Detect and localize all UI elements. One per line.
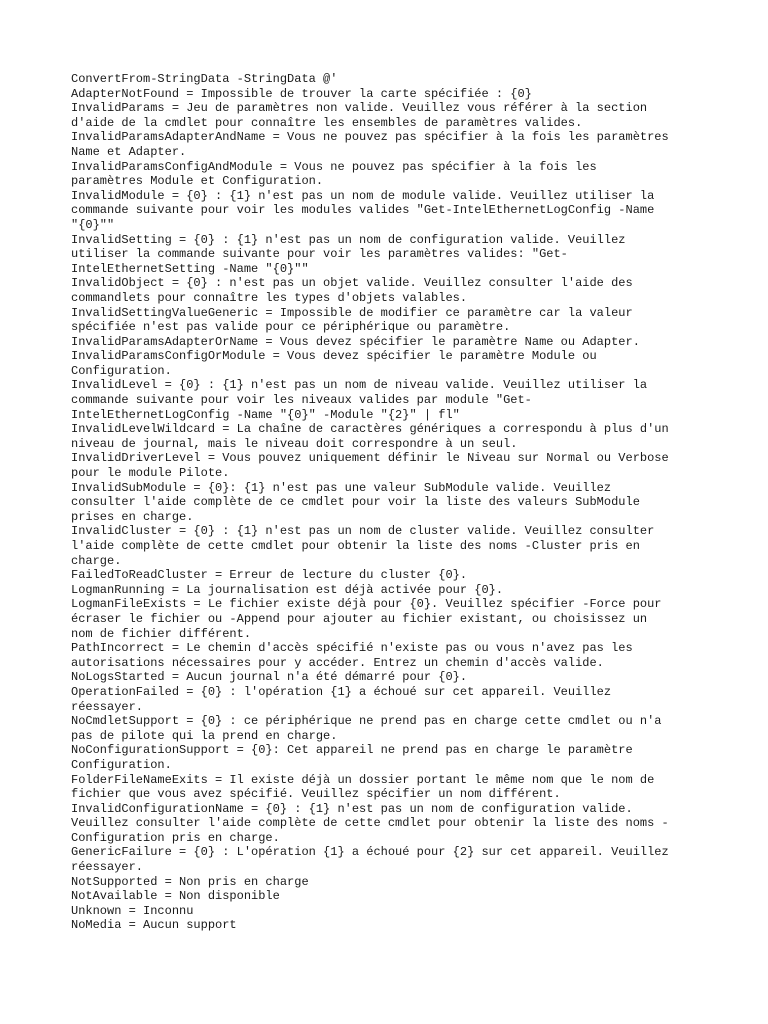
text-line: FolderFileNameExits = Il existe déjà un dossier portant le même nom que le nom de — [71, 772, 655, 787]
text-line: IntelEthernetSetting -Name "{0}"" — [71, 261, 309, 276]
text-line: InvalidLevel = {0} : {1} n'est pas un nom de niveau valide. Veuillez utiliser la — [71, 378, 648, 393]
document-text — [71, 72, 711, 933]
text-line: InvalidParamsAdapterOrName = Vous devez spécifier le paramètre Name ou Adapter. — [71, 334, 640, 349]
text-line: commandlets pour connaître les types d'objets valables. — [71, 290, 468, 305]
text-line: InvalidParamsAdapterAndName = Vous ne pouvez pas spécifier à la fois les paramètres — [71, 130, 669, 145]
text-line: Veuillez consulter l'aide complète de cette cmdlet pour obtenir la liste des noms - — [71, 816, 669, 831]
text-line: nom de fichier différent. — [71, 626, 252, 641]
text-line: FailedToReadCluster = Erreur de lecture du cluster {0}. — [71, 568, 468, 583]
text-line: Configuration. — [71, 757, 172, 772]
text-line: utiliser la commande suivante pour voir les paramètres valides: "Get- — [71, 247, 568, 262]
text-line: Configuration. — [71, 363, 172, 378]
text-line: NoCmdletSupport = {0} : ce périphérique ne prend pas en charge cette cmdlet ou n'a — [71, 714, 662, 729]
text-line: pour le module Pilote. — [71, 466, 230, 481]
text-line: InvalidLevelWildcard = La chaîne de caractères génériques a correspondu à plus d'un — [71, 422, 669, 437]
text-line: InvalidSetting = {0} : {1} n'est pas un nom de configuration valide. Veuillez — [71, 232, 626, 247]
text-line: spécifiée n'est pas valide pour ce périphérique ou paramètre. — [71, 320, 511, 335]
text-line: PathIncorrect = Le chemin d'accès spécifié n'existe pas ou vous n'avez pas les — [71, 641, 633, 656]
text-line: d'aide de la cmdlet pour connaître les ensembles de paramètres valides. — [71, 115, 583, 130]
text-line: réessayer. — [71, 860, 144, 875]
text-line: InvalidDriverLevel = Vous pouvez uniquement définir le Niveau sur Normal ou Verbose — [71, 451, 669, 466]
text-line: GenericFailure = {0} : L'opération {1} a échoué pour {2} sur cet appareil. Veuillez — [71, 845, 669, 860]
text-line: fichier que vous avez spécifié. Veuillez spécifier un nom différent. — [71, 787, 561, 802]
text-line: écraser le fichier ou -Append pour ajouter au fichier existant, ou choisissez un — [71, 611, 648, 626]
text-line: NoMedia = Aucun support — [71, 918, 237, 933]
text-line: "{0}"" — [71, 217, 115, 232]
text-line: NotSupported = Non pris en charge — [71, 874, 309, 889]
text-line: InvalidModule = {0} : {1} n'est pas un nom de module valide. Veuillez utiliser la — [71, 188, 655, 203]
text-line: pas de pilote qui la prend en charge. — [71, 728, 338, 743]
text-line: LogmanRunning = La journalisation est déjà activée pour {0}. — [71, 582, 504, 597]
text-line: InvalidParams = Jeu de paramètres non valide. Veuillez vous référer à la section — [71, 101, 648, 116]
text-line: InvalidCluster = {0} : {1} n'est pas un nom de cluster valide. Veuillez consulter — [71, 524, 655, 539]
text-line: InvalidParamsConfigAndModule = Vous ne pouvez pas spécifier à la fois les — [71, 159, 597, 174]
text-line: InvalidSettingValueGeneric = Impossible de modifier ce paramètre car la valeur — [71, 305, 633, 320]
text-line: NoConfigurationSupport = {0}: Cet appareil ne prend pas en charge le paramètre — [71, 743, 633, 758]
text-line: InvalidSubModule = {0}: {1} n'est pas une valeur SubModule valide. Veuillez — [71, 480, 612, 495]
text-line: LogmanFileExists = Le fichier existe déjà pour {0}. Veuillez spécifier -Force pour — [71, 597, 662, 612]
text-line: consulter l'aide complète de ce cmdlet pour voir la liste des valeurs SubModule — [71, 495, 640, 510]
text-line: ConvertFrom-StringData -StringData @' — [71, 72, 338, 86]
text-line: autorisations nécessaires pour y accéder. Entrez un chemin d'accès valide. — [71, 655, 604, 670]
text-line: OperationFailed = {0} : l'opération {1} a échoué sur cet appareil. Veuillez — [71, 684, 612, 699]
text-line: niveau de journal, mais le niveau doit correspondre à un seul. — [71, 436, 518, 451]
text-line: charge. — [71, 553, 122, 568]
text-line: commande suivante pour voir les modules valides "Get-IntelEthernetLogConfig -Name — [71, 203, 655, 218]
text-line: prises en charge. — [71, 509, 194, 524]
text-line: réessayer. — [71, 699, 144, 714]
text-line: NoLogsStarted = Aucun journal n'a été démarré pour {0}. — [71, 670, 468, 685]
text-line: paramètres Module et Configuration. — [71, 174, 324, 189]
text-line: NotAvailable = Non disponible — [71, 889, 280, 904]
text-line: AdapterNotFound = Impossible de trouver la carte spécifiée : {0} — [71, 86, 532, 101]
text-line: Configuration pris en charge. — [71, 830, 280, 845]
text-line: InvalidObject = {0} : n'est pas un objet valide. Veuillez consulter l'aide des — [71, 276, 633, 291]
text-line: Name et Adapter. — [71, 144, 187, 159]
text-line: l'aide complète de cette cmdlet pour obtenir la liste des noms -Cluster pris en — [71, 539, 640, 553]
text-line: Unknown = Inconnu — [71, 903, 194, 918]
text-line: InvalidConfigurationName = {0} : {1} n'est pas un nom de configuration valide. — [71, 801, 633, 816]
text-line: IntelEthernetLogConfig -Name "{0}" -Module "{2}" | fl" — [71, 407, 460, 422]
text-line: InvalidParamsConfigOrModule = Vous devez spécifier le paramètre Module ou — [71, 349, 597, 364]
text-line: commande suivante pour voir les niveaux valides par module "Get- — [71, 393, 532, 408]
